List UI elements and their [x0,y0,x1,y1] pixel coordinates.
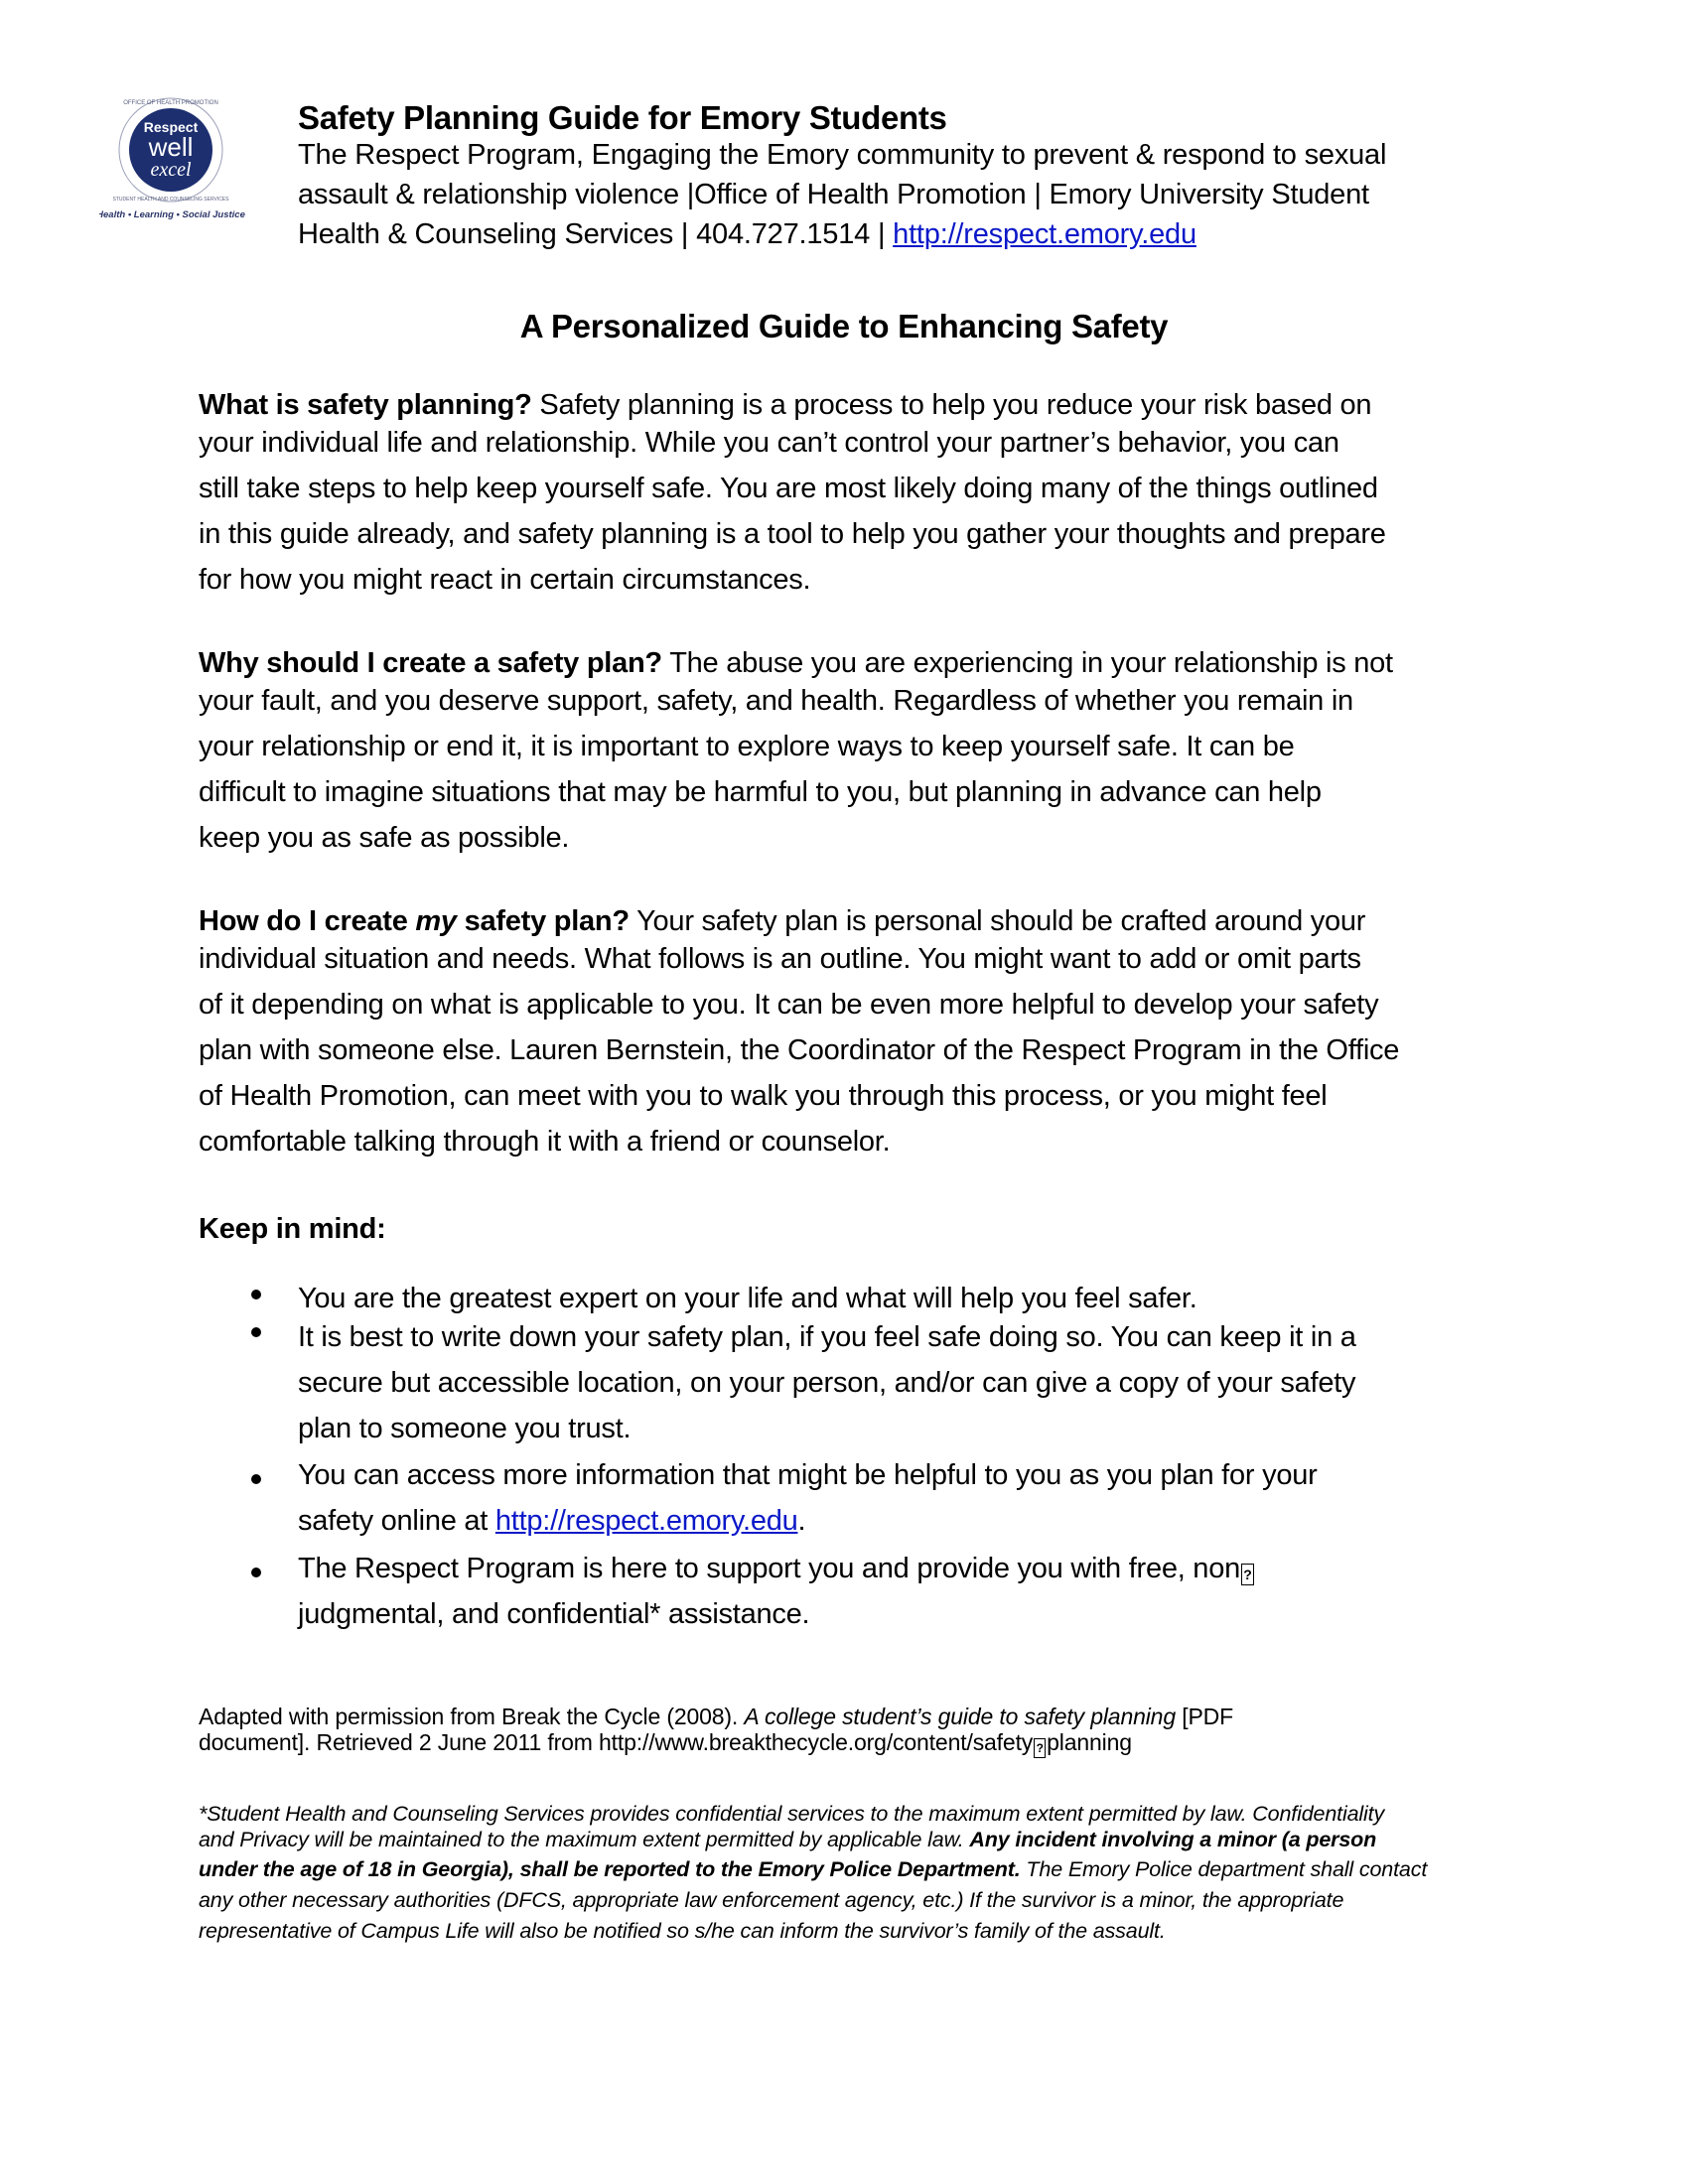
paragraph-line: still take steps to help keep yourself safe. You are most likely doing many of the things outlined [199,473,1378,504]
header-contact-text: Health & Counseling Services | 404.727.1514 | [298,218,894,250]
footnote-text: and Privacy will be maintained to the maximum extent permitted by applicable law. [199,1828,970,1851]
paragraph-line: The abuse you are experiencing in your relationship is not [661,647,1393,679]
paragraph-line: Safety planning is a process to help you reduce your risk based on [531,389,1372,421]
citation-text: [PDF [1175,1704,1233,1729]
citation-text: planning [1047,1729,1132,1755]
paragraph-line: of it depending on what is applicable to you. It can be even more helpful to develop your safety [199,989,1379,1021]
paragraph-line: your fault, and you deserve support, safety, and health. Regardless of whether you remain in [199,685,1353,717]
section-lead-part: How do I create [199,905,416,937]
respect-website-link[interactable]: http://respect.emory.edu [494,1505,798,1537]
section-lead: What is safety planning? [199,389,532,421]
svg-text:OFFICE OF HEALTH PROMOTION: OFFICE OF HEALTH PROMOTION [123,100,218,106]
list-item-line: judgmental, and confidential* assistance. [298,1598,810,1630]
svg-text:Health • Learning • Social Jus: Health • Learning • Social Justice [99,209,245,220]
list-item-line [298,1505,805,1538]
header-subtitle-line: The Respect Program, Engaging the Emory community to prevent & respond to sexual [298,139,1387,171]
bullet-icon [251,1568,261,1577]
svg-text:Respect: Respect [143,119,199,135]
bullet-icon [251,1327,261,1337]
paragraph-line: individual situation and needs. What follows is an outline. You might want to add or omit parts [199,943,1361,975]
bullet-icon [251,1290,261,1299]
respect-program-logo [99,94,248,253]
paragraph-line: Your safety plan is personal should be crafted around your [629,905,1366,937]
paragraph-line: of Health Promotion, can meet with you to walk you through this process, or you might feel [199,1080,1328,1112]
citation-line [199,1729,1132,1758]
section-lead [199,905,630,937]
list-item-line: plan to someone you trust. [298,1413,632,1444]
section-lead-part: safety plan? [456,905,630,937]
header-subtitle-line [298,218,1196,251]
paragraph-line: keep you as safe as possible. [199,822,570,854]
logo-emblem-icon [99,94,248,253]
citation-line [199,1704,1233,1730]
paragraph-line: for how you might react in certain circumstances. [199,564,811,596]
footnote-line: *Student Health and Counseling Services provides confidential services to the maximum extent permitted by law. Confidentiality [199,1802,1385,1826]
section-lead-emphasis: my [415,905,457,937]
list-item-line: You are the greatest expert on your life and what will help you feel safer. [298,1283,1197,1314]
footnote-text: The Emory Police department shall contact [1020,1857,1428,1881]
svg-text:excel: excel [150,159,192,181]
footnote-emphasis: Any incident involving a minor (a person [969,1828,1377,1851]
footnote-line [199,1828,1376,1852]
paragraph-line: comfortable talking through it with a friend or counselor. [199,1126,891,1158]
missing-glyph-icon: ? [1241,1564,1254,1585]
list-item-text: safety online at [298,1505,495,1537]
footnote-line: representative of Campus Life will also be notified so s/he can inform the survivor’s family of the assault. [199,1919,1166,1943]
missing-glyph-icon: ? [1034,1738,1046,1758]
citation-text: Adapted with permission from Break the Cycle (2008). [199,1704,745,1729]
svg-text:STUDENT HEALTH AND COUNSELING: STUDENT HEALTH AND COUNSELING SERVICES [112,197,229,203]
citation-title: A college student’s guide to safety planning [744,1704,1176,1729]
keep-in-mind-heading: Keep in mind: [199,1213,386,1245]
list-item-text: . [797,1505,806,1537]
paragraph-line: in this guide already, and safety planning is a tool to help you gather your thoughts and prepare [199,518,1386,550]
list-item-line [298,1553,1255,1585]
header-subtitle-line: assault & relationship violence |Office of Health Promotion | Emory University Student [298,179,1369,210]
list-item-line: secure but accessible location, on your person, and/or can give a copy of your safety [298,1367,1356,1399]
footnote-emphasis: under the age of 18 in Georgia), shall be reported to the Emory Police Department. [199,1857,1021,1881]
paragraph-line: your relationship or end it, it is important to explore ways to keep yourself safe. It can be [199,731,1295,762]
document-title: Safety Planning Guide for Emory Students [298,99,947,136]
section-lead: Why should I create a safety plan? [199,647,662,679]
bullet-icon [251,1474,261,1484]
paragraph-line: your individual life and relationship. While you can’t control your partner’s behavior, you can [199,427,1339,459]
paragraph-line: difficult to imagine situations that may be harmful to you, but planning in advance can help [199,776,1322,808]
footnote-line: any other necessary authorities (DFCS, appropriate law enforcement agency, etc.) If the survivor is a minor, the appropriate [199,1888,1344,1912]
list-item-text: The Respect Program is here to support you and provide you with free, non [298,1553,1240,1584]
header-website-link[interactable]: http://respect.emory.edu [893,218,1196,250]
citation-text: document]. Retrieved 2 June 2011 from http://www.breakthecycle.org/content/safety [199,1729,1034,1755]
list-item-line: It is best to write down your safety plan, if you feel safe doing so. You can keep it in a [298,1321,1356,1353]
main-heading: A Personalized Guide to Enhancing Safety [519,308,1169,344]
paragraph-line: plan with someone else. Lauren Bernstein, the Coordinator of the Respect Program in the Office [199,1034,1400,1066]
list-item-line: You can access more information that might be helpful to you as you plan for your [298,1459,1318,1491]
svg-text:well: well [148,132,194,162]
footnote-line [199,1857,1427,1882]
